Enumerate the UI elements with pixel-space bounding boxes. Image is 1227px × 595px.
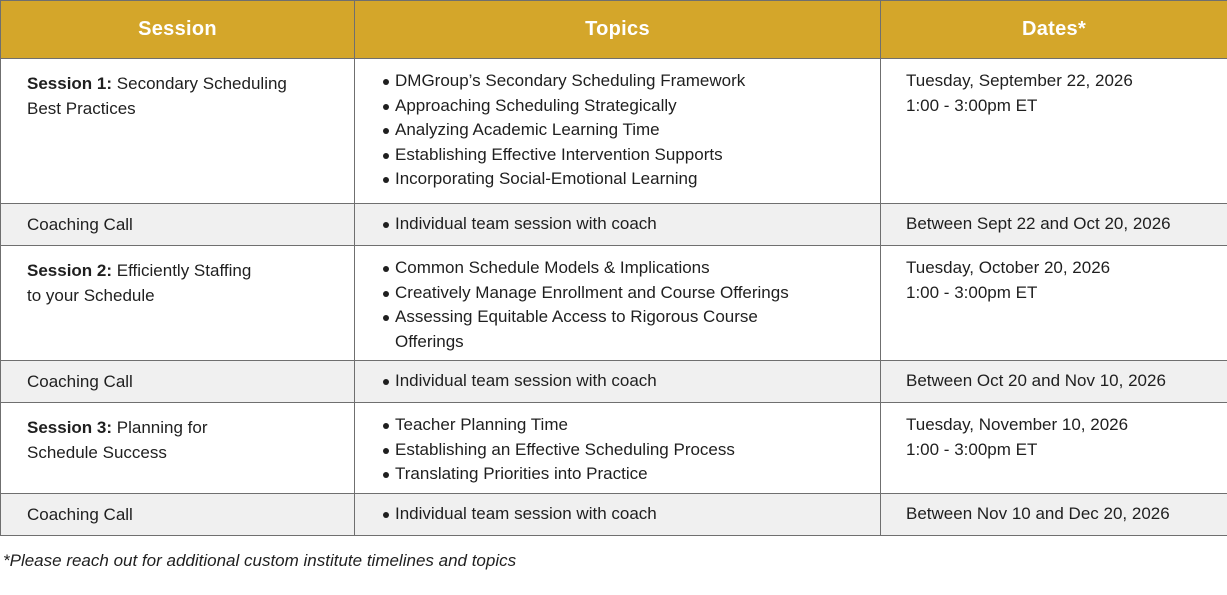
session-cell: Coaching Call	[1, 204, 355, 246]
header-topics: Topics	[355, 1, 881, 59]
topics-list	[381, 369, 870, 394]
topic-item: Establishing Effective Intervention Supports	[381, 143, 870, 168]
dates-cell	[881, 59, 1227, 204]
header-session: Session	[1, 1, 355, 59]
session-title-line1: Secondary Scheduling	[112, 74, 287, 93]
date-day: Tuesday, September 22, 2026	[906, 71, 1133, 90]
header-dates: Dates*	[881, 1, 1227, 59]
topics-cell	[355, 361, 881, 403]
date-time: 1:00 - 3:00pm ET	[906, 282, 1038, 302]
topics-list	[381, 413, 870, 487]
topics-cell	[355, 403, 881, 494]
date-time: 1:00 - 3:00pm ET	[906, 439, 1038, 459]
session-title-line2: Schedule Success	[27, 442, 167, 462]
topics-list	[381, 256, 870, 354]
date-time: 1:00 - 3:00pm ET	[906, 95, 1038, 115]
dates-cell: Between Sept 22 and Oct 20, 2026	[881, 204, 1227, 246]
topic-item: Assessing Equitable Access to Rigorous Course Offerings	[381, 305, 870, 354]
topic-item: Analyzing Academic Learning Time	[381, 118, 870, 143]
dates-cell	[881, 403, 1227, 494]
topic-item: Individual team session with coach	[381, 502, 870, 527]
table-row	[1, 59, 1227, 204]
table-row	[1, 403, 1227, 494]
table-row	[1, 204, 1227, 246]
dates-cell: Between Oct 20 and Nov 10, 2026	[881, 361, 1227, 403]
topics-list	[381, 212, 870, 237]
session-title-line2: Best Practices	[27, 98, 136, 118]
session-cell	[1, 403, 355, 494]
topic-item: Creatively Manage Enrollment and Course Offerings	[381, 281, 870, 306]
topic-item: Individual team session with coach	[381, 212, 870, 237]
table-row	[1, 361, 1227, 403]
topics-cell	[355, 59, 881, 204]
topics-list	[381, 502, 870, 527]
session-title-line2: to your Schedule	[27, 285, 155, 305]
date-day: Tuesday, November 10, 2026	[906, 415, 1129, 434]
topics-list	[381, 69, 870, 192]
topic-item: Teacher Planning Time	[381, 413, 870, 438]
dates-cell	[881, 246, 1227, 361]
topic-item: DMGroup’s Secondary Scheduling Framework	[381, 69, 870, 94]
table-header-row	[1, 1, 1227, 59]
topic-item: Incorporating Social-Emotional Learning	[381, 167, 870, 192]
session-cell: Coaching Call	[1, 361, 355, 403]
topic-item: Approaching Scheduling Strategically	[381, 94, 870, 119]
topic-item: Establishing an Effective Scheduling Process	[381, 438, 870, 463]
session-number: Session 1:	[27, 74, 113, 93]
session-cell	[1, 246, 355, 361]
session-cell: Coaching Call	[1, 494, 355, 536]
table-row	[1, 246, 1227, 361]
dates-cell: Between Nov 10 and Dec 20, 2026	[881, 494, 1227, 536]
session-cell	[1, 59, 355, 204]
topics-cell	[355, 246, 881, 361]
topic-item: Translating Priorities into Practice	[381, 462, 870, 487]
session-number: Session 2:	[27, 261, 113, 280]
session-number: Session 3:	[27, 418, 113, 437]
topic-item: Individual team session with coach	[381, 369, 870, 394]
session-title-line1: Planning for	[112, 418, 208, 437]
topics-cell	[355, 204, 881, 246]
topics-cell	[355, 494, 881, 536]
table-row	[1, 494, 1227, 536]
date-day: Tuesday, October 20, 2026	[906, 258, 1111, 277]
topic-item: Common Schedule Models & Implications	[381, 256, 870, 281]
session-title-line1: Efficiently Staffing	[112, 261, 252, 280]
footnote: *Please reach out for additional custom institute timelines and topics	[3, 551, 517, 570]
